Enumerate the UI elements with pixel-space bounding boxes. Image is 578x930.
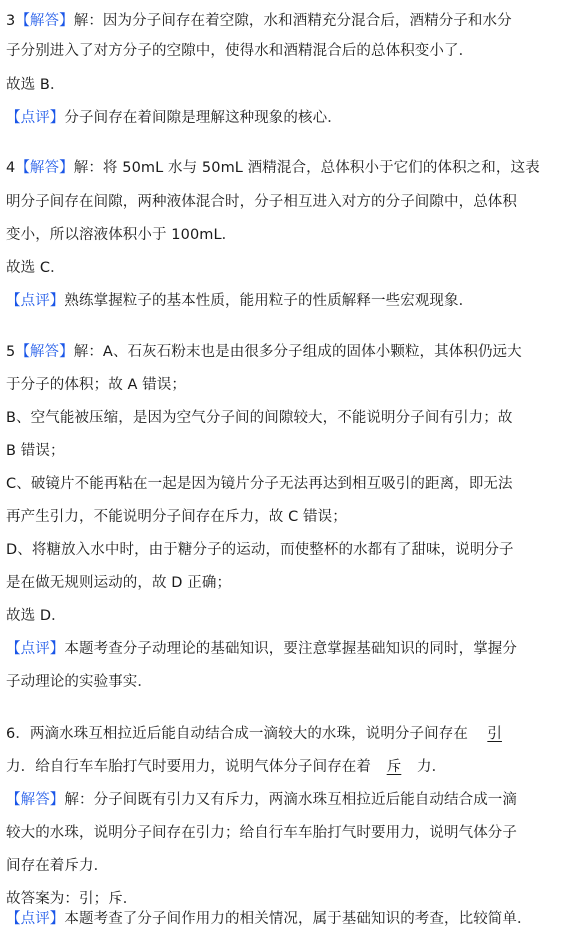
q3-answer-line-2: 子分别进入了对方分子的空隙中，使得水和酒精混合后的总体积变小了． <box>6 43 474 59</box>
q4-choice: 故选 C． <box>6 260 65 276</box>
q5-answer-line-7: D、将糖放入水中时，由于糖分子的运动，而使整杯的水都有了甜味，说明分子 <box>6 542 514 558</box>
answer-tag: 【解答】 <box>15 13 74 29</box>
q5-answer-line-4: B 错误； <box>6 443 65 459</box>
q6-question-line-2 <box>6 756 446 778</box>
q4-number: 4 <box>6 160 16 176</box>
q6-final-answer: 故答案为：引；斥． <box>6 891 138 907</box>
q3-text-1: 解：因为分子间存在着空隙，水和酒精充分混合后，酒精分子和水分 <box>73 13 512 29</box>
q5-text-1: 解：A、石灰石粉末也是由很多分子组成的固体小颗粒，其体积仍远大 <box>73 344 522 360</box>
q5-answer-line-5: C、破镜片不能再粘在一起是因为镜片分子无法再达到相互吸引的距离，即无法 <box>6 476 513 492</box>
q4-answer-line-3: 变小，所以溶液体积小于 100mL． <box>6 227 237 243</box>
q3-comment-text: 分子间存在着间隙是理解这种现象的核心． <box>64 110 342 126</box>
q6-question-text-2: 力．给自行车车胎打气时要用力，说明气体分子间存在着 <box>6 759 371 775</box>
q4-text-1: 解：将 50mL 水与 50mL 酒精混合，总体积小于它们的体积之和，这表 <box>73 160 540 176</box>
q4-comment <box>6 290 473 312</box>
q5-answer-line-1 <box>6 341 522 363</box>
q6-answer-text-1: 解：分子间既有引力又有斥力，两滴水珠互相拉近后能自动结合成一滴 <box>64 792 518 808</box>
answer-tag: 【解答】 <box>15 344 74 360</box>
q5-comment-text-1: 本题考查分子动理论的基础知识，要注意掌握基础知识的同时，掌握分 <box>64 641 518 657</box>
q5-answer-line-6: 再产生引力，不能说明分子间存在斥力，故 C 错误； <box>6 509 347 525</box>
q6-question-text-1: 6．两滴水珠互相拉近后能自动结合成一滴较大的水珠，说明分子间存在 <box>6 726 468 742</box>
q5-answer-line-3: B、空气能被压缩，是因为空气分子间的间隙较大，不能说明分子间有引力；故 <box>6 410 513 426</box>
q3-choice: 故选 B． <box>6 77 65 93</box>
q6-question-line-1 <box>6 723 502 745</box>
q6-comment-text: 本题考查了分子间作用力的相关情况，属于基础知识的考查，比较简单． <box>64 911 532 927</box>
q5-answer-line-2: 于分子的体积；故 A 错误； <box>6 377 187 393</box>
q6-answer-line-2: 较大的水珠，说明分子间存在引力；给自行车车胎打气时要用力，说明气体分子 <box>6 825 517 841</box>
q5-comment-line-2: 子动理论的实验事实． <box>6 674 152 690</box>
q3-number: 3 <box>6 13 16 29</box>
q5-number: 5 <box>6 344 16 360</box>
answer-tag: 【解答】 <box>6 792 65 808</box>
q6-comment <box>6 908 532 930</box>
q4-answer-line-1 <box>6 157 540 179</box>
q6-blank-1: 引 <box>487 726 502 742</box>
q3-answer-line-1 <box>6 10 512 32</box>
comment-tag: 【点评】 <box>6 641 65 657</box>
q6-answer-line-1 <box>6 789 517 811</box>
q5-choice: 故选 D． <box>6 608 66 624</box>
q5-answer-line-8: 是在做无规则运动的，故 D 正确； <box>6 575 232 591</box>
q6-answer-line-3: 间存在着斥力． <box>6 858 109 874</box>
q6-blank-2: 斥 <box>386 759 402 775</box>
q3-comment <box>6 107 342 129</box>
q4-answer-line-2: 明分子间存在间隙，两种液体混合时，分子相互进入对方的分子间隙中，总体积 <box>6 194 517 210</box>
comment-tag: 【点评】 <box>6 293 65 309</box>
answer-tag: 【解答】 <box>15 160 74 176</box>
q4-comment-text: 熟练掌握粒子的基本性质，能用粒子的性质解释一些宏观现象． <box>64 293 474 309</box>
q5-comment-line-1 <box>6 638 517 660</box>
comment-tag: 【点评】 <box>6 110 65 126</box>
q6-question-text-3: 力． <box>417 759 447 775</box>
comment-tag: 【点评】 <box>6 911 65 927</box>
